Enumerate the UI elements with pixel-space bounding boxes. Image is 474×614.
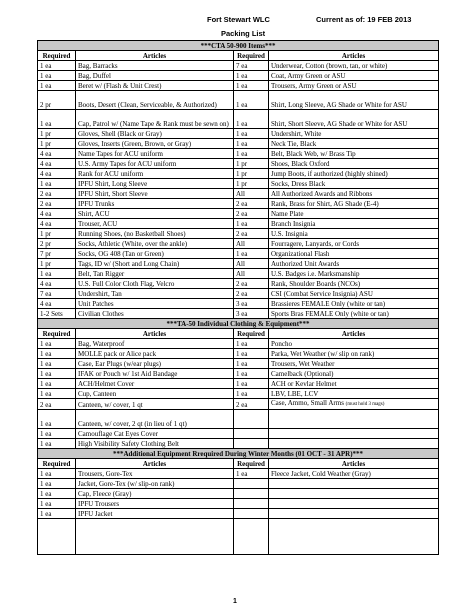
article-name: Beret w/ (Flash & Unit Crest) [76, 81, 234, 91]
required-quantity: 1 ea [38, 179, 76, 189]
required-column-header: Required [38, 459, 76, 469]
article-name: Belt, Black Web, w/ Brass Tip [269, 149, 439, 159]
article-name: Cap, Fleece (Gray) [76, 489, 234, 499]
table-row [38, 179, 439, 189]
article-name: CSI (Combat Service Insignia) ASU [269, 289, 439, 299]
article-name-text: Case, Ammo, Small Arms [271, 399, 344, 407]
table-row [38, 339, 439, 349]
required-quantity: 1 ea [234, 91, 269, 110]
column-header-row [38, 329, 439, 339]
table-row [38, 349, 439, 359]
required-quantity: 2 pr [38, 91, 76, 110]
document-title: Fort Stewart WLC [207, 15, 270, 24]
table-row [38, 139, 439, 149]
article-name: Authorized Unit Awards [269, 259, 439, 269]
required-quantity: 4 ea [38, 169, 76, 179]
required-quantity: 1 ea [234, 110, 269, 129]
article-name: Fleece Jacket, Cold Weather (Gray) [269, 469, 439, 479]
articles-column-header: Articles [269, 329, 439, 339]
article-name: Trousers, Gore-Tex [76, 469, 234, 479]
article-name: Tags, ID w/ (Short and Long Chain) [76, 259, 234, 269]
article-name [269, 479, 439, 489]
required-quantity: All [234, 189, 269, 199]
required-quantity: 1 ea [38, 389, 76, 399]
article-name [269, 499, 439, 509]
required-quantity: 1 ea [38, 379, 76, 389]
required-quantity: 2 ea [38, 399, 76, 410]
required-quantity: 4 ea [38, 159, 76, 169]
article-note: (must hold 3 mags) [345, 402, 385, 407]
section-header [38, 449, 439, 459]
article-name: Unit Patches [76, 299, 234, 309]
article-name: Shirt, Long Sleeve, AG Shade or White for ASU [269, 91, 439, 110]
article-name: Cap, Patrol w/ (Name Tape & Rank must be sewn on) [76, 110, 234, 129]
required-quantity: 1 pr [234, 179, 269, 189]
article-name: Rank, Shoulder Boards (NCOs) [269, 279, 439, 289]
article-name: Boots, Desert (Clean, Serviceable, & Authorized) [76, 91, 234, 110]
required-quantity: 7 ea [38, 289, 76, 299]
required-quantity: 2 ea [234, 199, 269, 209]
table-row [38, 219, 439, 229]
table-row [38, 110, 439, 129]
article-name: Rank for ACU uniform [76, 169, 234, 179]
article-name: IPFU Jacket [76, 509, 234, 519]
article-name: IPFU Shirt, Short Sleeve [76, 189, 234, 199]
required-quantity: 1 ea [38, 469, 76, 479]
table-row [38, 189, 439, 199]
article-name: Socks, Dress Black [269, 179, 439, 189]
required-quantity: 1 ea [234, 249, 269, 259]
article-name: Trousers, Army Green or ASU [269, 81, 439, 91]
required-quantity: 1 ea [234, 81, 269, 91]
article-name: Trousers, Wet Weather [269, 359, 439, 369]
required-quantity: 1 ea [38, 429, 76, 439]
table-row [38, 359, 439, 369]
table-row [38, 129, 439, 139]
required-quantity [234, 439, 269, 449]
article-name: Canteen, w/ cover, 1 qt [76, 399, 234, 410]
article-name: Parka, Wet Weather (w/ slip on rank) [269, 349, 439, 359]
articles-column-header: Articles [76, 51, 234, 61]
table-row [38, 229, 439, 239]
article-name: MOLLE pack or Alice pack [76, 349, 234, 359]
article-name: Camouflage Cat Eyes Cover [76, 429, 234, 439]
required-column-header: Required [234, 329, 269, 339]
required-quantity [234, 429, 269, 439]
required-quantity: 1 ea [38, 410, 76, 429]
table-row [38, 249, 439, 259]
article-name: ACH/Helmet Cover [76, 379, 234, 389]
current-as-of-date: Current as of: 19 FEB 2013 [316, 15, 412, 24]
packing-list-body [38, 41, 439, 555]
packing-list-table [37, 40, 439, 555]
article-name: Gloves, Shell (Black or Gray) [76, 129, 234, 139]
article-name: Case, Ear Plugs (w/ear plugs) [76, 359, 234, 369]
table-row [38, 259, 439, 269]
table-row [38, 469, 439, 479]
article-name: Canteen, w/ cover, 2 qt (in lieu of 1 qt) [76, 410, 234, 429]
column-header-row [38, 51, 439, 61]
table-row [38, 379, 439, 389]
article-name [269, 429, 439, 439]
article-name: Undershirt, White [269, 129, 439, 139]
article-name [269, 399, 439, 410]
table-row [38, 289, 439, 299]
table-row [38, 509, 439, 519]
table-row [38, 71, 439, 81]
required-quantity: 4 ea [38, 279, 76, 289]
required-column-header: Required [234, 459, 269, 469]
required-quantity: 1-2 Sets [38, 309, 76, 319]
required-quantity: 1 ea [234, 149, 269, 159]
article-name: Rank, Brass for Shirt, AG Shade (E-4) [269, 199, 439, 209]
table-row [38, 199, 439, 209]
article-name: LBV, LBE, LCV [269, 389, 439, 399]
section-header [38, 319, 439, 329]
article-name [269, 410, 439, 429]
article-name: Bag, Waterproof [76, 339, 234, 349]
required-quantity: 2 ea [38, 189, 76, 199]
required-quantity: 1 pr [38, 229, 76, 239]
required-quantity [234, 519, 269, 555]
article-name [269, 439, 439, 449]
article-name: IFAK or Pouch w/ 1st Aid Bandage [76, 369, 234, 379]
table-row [38, 61, 439, 71]
required-quantity: 4 ea [38, 219, 76, 229]
article-name: Socks, OG 408 (Tan or Green) [76, 249, 234, 259]
article-name: Socks, Athletic (White, over the ankle) [76, 239, 234, 249]
required-quantity: All [234, 269, 269, 279]
article-name: Jacket, Gore-Tex (w/ slip-on rank) [76, 479, 234, 489]
required-quantity: 1 ea [234, 359, 269, 369]
article-name: Brassieres FEMALE Only (white or tan) [269, 299, 439, 309]
table-row [38, 269, 439, 279]
article-name: IPFU Shirt, Long Sleeve [76, 179, 234, 189]
article-name: Bag, Duffel [76, 71, 234, 81]
required-quantity: 2 ea [234, 279, 269, 289]
required-quantity: 3 ea [234, 309, 269, 319]
required-quantity [234, 489, 269, 499]
table-row [38, 159, 439, 169]
document-subtitle: Packing List [221, 29, 266, 38]
required-quantity: 1 ea [38, 359, 76, 369]
article-name: Undershirt, Tan [76, 289, 234, 299]
article-name: Coat, Army Green or ASU [269, 71, 439, 81]
required-quantity: 1 ea [234, 219, 269, 229]
article-name: Neck Tie, Black [269, 139, 439, 149]
required-quantity: All [234, 259, 269, 269]
article-name: Gloves, Inserts (Green, Brown, or Gray) [76, 139, 234, 149]
article-name: All Authorized Awards and Ribbons [269, 189, 439, 199]
article-name: Civilian Clothes [76, 309, 234, 319]
required-quantity: 1 ea [38, 110, 76, 129]
articles-column-header: Articles [269, 459, 439, 469]
article-name: U.S. Insignia [269, 229, 439, 239]
article-name: Name Plate [269, 209, 439, 219]
required-quantity: 3 ea [234, 299, 269, 309]
required-quantity: All [234, 239, 269, 249]
required-quantity: 1 ea [234, 379, 269, 389]
article-name: Shirt, Short Sleeve, AG Shade or White for ASU [269, 110, 439, 129]
required-quantity: 1 ea [38, 61, 76, 71]
table-row [38, 479, 439, 489]
article-name: Shirt, ACU [76, 209, 234, 219]
article-name: IPFU Trunks [76, 199, 234, 209]
article-name: Sports Bras FEMALE Only (white or tan) [269, 309, 439, 319]
required-quantity: 2 pr [38, 239, 76, 249]
required-quantity: 1 ea [234, 139, 269, 149]
article-name: Poncho [269, 339, 439, 349]
table-row [38, 519, 439, 555]
column-header-row [38, 459, 439, 469]
article-name: Jump Boots, if authorized (highly shined) [269, 169, 439, 179]
required-quantity: 1 pr [234, 169, 269, 179]
article-name: Branch Insignia [269, 219, 439, 229]
article-name: IPFU Trousers [76, 499, 234, 509]
required-quantity [234, 499, 269, 509]
required-quantity: 1 ea [234, 339, 269, 349]
required-quantity: 1 ea [38, 509, 76, 519]
required-quantity: 4 ea [38, 209, 76, 219]
required-quantity: 1 pr [38, 139, 76, 149]
article-name: Trouser, ACU [76, 219, 234, 229]
required-quantity: 1 ea [234, 349, 269, 359]
articles-column-header: Articles [76, 329, 234, 339]
required-quantity: 1 ea [234, 389, 269, 399]
table-row [38, 499, 439, 509]
required-quantity [234, 479, 269, 489]
required-quantity: 7 ea [234, 61, 269, 71]
article-name: Name Tapes for ACU uniform [76, 149, 234, 159]
section-title: ***TA-50 Individual Clothing & Equipment*** [38, 319, 439, 329]
required-quantity [38, 519, 76, 555]
required-quantity: 1 ea [38, 439, 76, 449]
table-row [38, 369, 439, 379]
required-quantity: 1 ea [38, 369, 76, 379]
article-name: Camelback (Optional) [269, 369, 439, 379]
table-row [38, 149, 439, 159]
section-header [38, 41, 439, 51]
article-name: Cup, Canteen [76, 389, 234, 399]
required-quantity: 1 ea [38, 269, 76, 279]
required-quantity: 4 ea [38, 299, 76, 309]
required-quantity [234, 410, 269, 429]
required-quantity: 1 pr [234, 159, 269, 169]
table-row [38, 239, 439, 249]
section-title: ***Additional Equipment Rrequired During Winter Months (01 OCT - 31 APR)*** [38, 449, 439, 459]
article-name: Organizational Flash [269, 249, 439, 259]
required-quantity: 2 ea [234, 209, 269, 219]
table-row [38, 399, 439, 410]
table-row [38, 489, 439, 499]
required-quantity: 1 ea [38, 349, 76, 359]
required-quantity: 1 pr [38, 129, 76, 139]
table-row [38, 439, 439, 449]
article-name: Running Shoes, (no Basketball Shoes) [76, 229, 234, 239]
required-quantity: 1 ea [38, 489, 76, 499]
required-column-header: Required [38, 51, 76, 61]
article-name: U.S. Badges i.e. Marksmanship [269, 269, 439, 279]
required-quantity: 7 pr [38, 249, 76, 259]
required-quantity: 1 ea [234, 469, 269, 479]
required-quantity: 1 ea [234, 129, 269, 139]
table-row [38, 429, 439, 439]
article-name [269, 519, 439, 555]
required-column-header: Required [38, 329, 76, 339]
required-quantity: 1 ea [38, 499, 76, 509]
articles-column-header: Articles [76, 459, 234, 469]
article-name: U.S. Full Color Cloth Flag, Velcro [76, 279, 234, 289]
section-title: ***CTA 50-900 Items*** [38, 41, 439, 51]
table-row [38, 279, 439, 289]
required-quantity [234, 509, 269, 519]
required-quantity: 2 ea [234, 289, 269, 299]
article-name: Underwear, Cotton (brown, tan, or white) [269, 61, 439, 71]
required-quantity: 2 ea [234, 399, 269, 410]
article-name: ACH or Kevlar Helmet [269, 379, 439, 389]
article-name: Fourragere, Lanyards, or Cords [269, 239, 439, 249]
required-quantity: 2 ea [38, 199, 76, 209]
table-row [38, 309, 439, 319]
required-quantity: 1 ea [234, 71, 269, 81]
required-quantity: 1 pr [38, 259, 76, 269]
article-name [269, 509, 439, 519]
required-quantity: 1 ea [38, 479, 76, 489]
articles-column-header: Articles [269, 51, 439, 61]
table-row [38, 209, 439, 219]
table-row [38, 299, 439, 309]
required-quantity: 1 ea [38, 81, 76, 91]
table-row [38, 81, 439, 91]
article-name: Shoes, Black Oxford [269, 159, 439, 169]
required-quantity: 2 ea [234, 229, 269, 239]
required-column-header: Required [234, 51, 269, 61]
required-quantity: 1 ea [38, 71, 76, 81]
table-row [38, 410, 439, 429]
table-row [38, 389, 439, 399]
table-row [38, 91, 439, 110]
article-name: Belt, Tan Rigger [76, 269, 234, 279]
required-quantity: 4 ea [38, 149, 76, 159]
required-quantity: 1 ea [38, 339, 76, 349]
article-name: High Visibility Safety Clothing Belt [76, 439, 234, 449]
page-number: 1 [233, 598, 237, 605]
article-name: U.S. Army Tapes for ACU uniform [76, 159, 234, 169]
article-name: Bag, Barracks [76, 61, 234, 71]
article-name [76, 519, 234, 555]
article-name [269, 489, 439, 499]
table-row [38, 169, 439, 179]
required-quantity: 1 ea [234, 369, 269, 379]
